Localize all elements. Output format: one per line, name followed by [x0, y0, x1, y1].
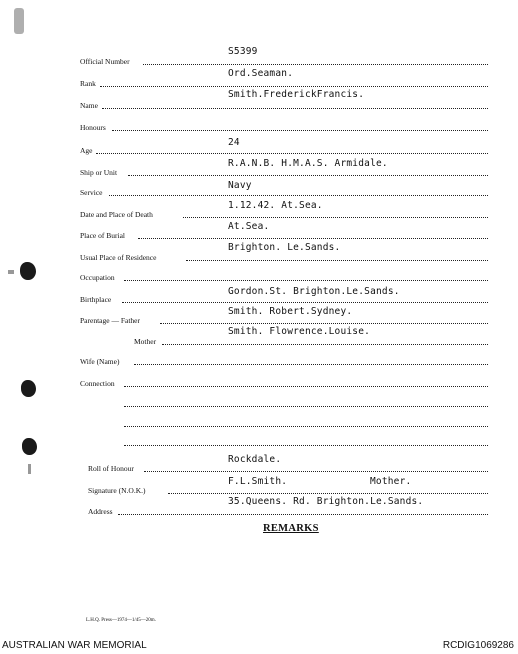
label-roll-of-honour: Roll of Honour	[88, 464, 134, 473]
dotted-line	[168, 493, 488, 494]
label-occupation: Occupation	[80, 273, 115, 282]
label-service: Service	[80, 188, 103, 197]
value-signature-relation: Mother.	[370, 476, 412, 487]
dotted-line	[160, 323, 488, 324]
scan-smudge	[28, 464, 31, 474]
dotted-line	[134, 364, 488, 365]
dotted-line	[186, 260, 488, 261]
value-service: Navy	[228, 180, 252, 191]
dotted-line	[122, 302, 488, 303]
dotted-line	[124, 445, 488, 446]
label-usual-residence: Usual Place of Residence	[80, 253, 157, 262]
value-roll-of-honour: Rockdale.	[228, 454, 282, 465]
value-birthplace: Gordon.St. Brighton.Le.Sands.	[228, 286, 400, 297]
value-rank: Ord.Seaman.	[228, 68, 294, 79]
value-date-place-death: 1.12.42. At.Sea.	[228, 200, 323, 211]
print-code: L.H.Q. Press—1974—1/45—20m.	[86, 618, 156, 623]
label-ship-or-unit: Ship or Unit	[80, 168, 118, 177]
label-rank: Rank	[80, 79, 96, 88]
label-birthplace: Birthplace	[80, 295, 112, 304]
label-signature: Signature (N.O.K.)	[88, 486, 146, 495]
footer-record-id: RCDIG1069286	[442, 640, 514, 651]
dotted-line	[112, 130, 488, 131]
value-official-number: S5399	[228, 46, 258, 57]
label-connection: Connection	[80, 379, 115, 388]
punch-hole-top	[14, 8, 24, 34]
dotted-line	[100, 86, 488, 87]
punch-hole-3	[22, 438, 37, 455]
value-place-of-burial: At.Sea.	[228, 221, 270, 232]
value-age: 24	[228, 137, 240, 148]
label-parentage-father: Parentage — Father	[80, 316, 140, 325]
remarks-heading: REMARKS	[263, 523, 319, 534]
dotted-line	[183, 217, 488, 218]
value-address: 35.Queens. Rd. Brighton.Le.Sands.	[228, 496, 424, 507]
label-name: Name	[80, 101, 98, 110]
dotted-line	[124, 280, 488, 281]
label-address: Address	[88, 507, 113, 516]
dotted-line	[144, 471, 488, 472]
value-ship-or-unit: R.A.N.B. H.M.A.S. Armidale.	[228, 158, 388, 169]
dotted-line	[118, 514, 488, 515]
value-usual-residence: Brighton. Le.Sands.	[228, 242, 341, 253]
dotted-line	[124, 426, 488, 427]
punch-hole-2	[21, 380, 36, 397]
dotted-line	[109, 195, 488, 196]
label-place-of-burial: Place of Burial	[80, 231, 125, 240]
dotted-line	[124, 406, 488, 407]
dotted-line	[138, 238, 488, 239]
dotted-line	[96, 153, 488, 154]
dotted-line	[162, 344, 488, 345]
footer-source: AUSTRALIAN WAR MEMORIAL	[2, 640, 147, 651]
scan-smudge	[8, 270, 14, 274]
value-father: Smith. Robert.Sydney.	[228, 306, 353, 317]
dotted-line	[128, 175, 488, 176]
dotted-line	[124, 386, 488, 387]
label-wife: Wife (Name)	[80, 357, 120, 366]
label-date-place-death: Date and Place of Death	[80, 210, 153, 219]
footer-bar	[0, 638, 518, 654]
label-age: Age	[80, 146, 93, 155]
punch-hole-1	[20, 262, 36, 280]
label-mother: Mother	[134, 337, 157, 346]
value-name: Smith.FrederickFrancis.	[228, 89, 365, 100]
label-honours: Honours	[80, 123, 106, 132]
value-signature-name: F.L.Smith.	[228, 476, 288, 487]
value-mother: Smith. Flowrence.Louise.	[228, 326, 371, 337]
dotted-line	[143, 64, 488, 65]
dotted-line	[102, 108, 488, 109]
label-official-number: Official Number	[80, 57, 130, 66]
